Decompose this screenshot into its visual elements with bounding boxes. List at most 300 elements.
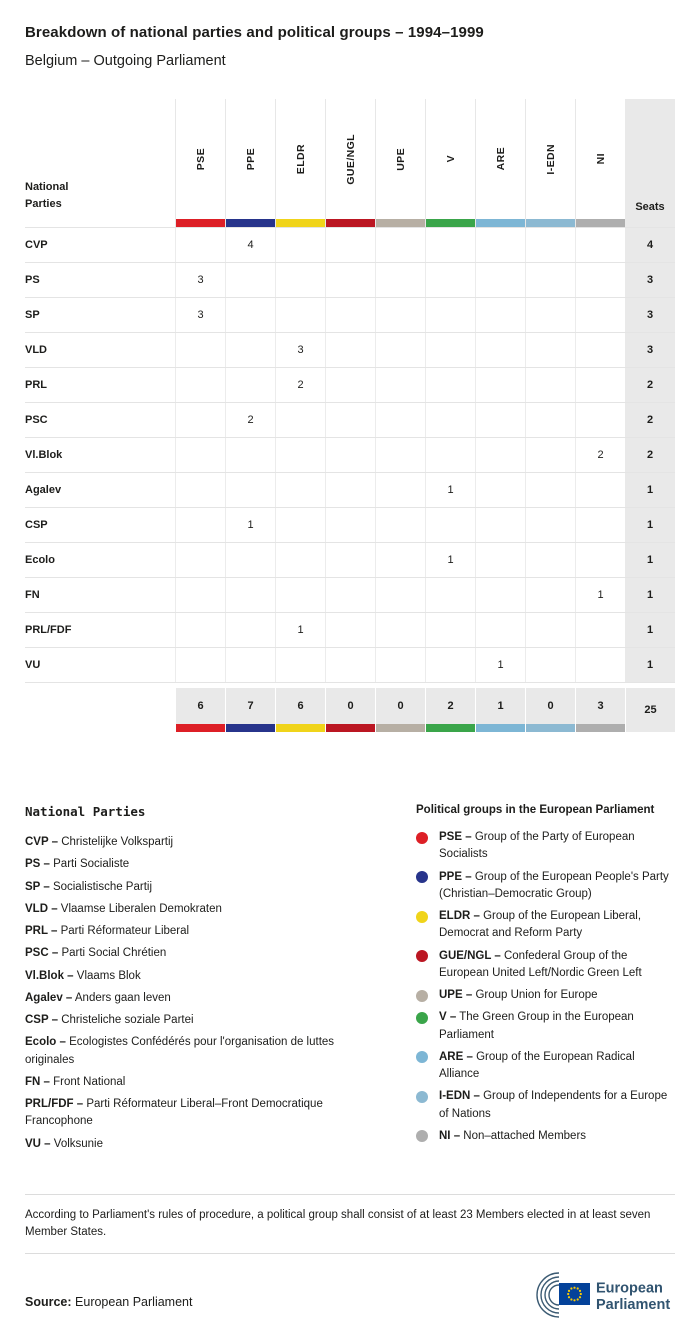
seat-cell-upe [375,508,425,542]
group-total-cell [375,688,425,732]
seat-cell-are [475,228,525,262]
seat-cell-iedn [525,648,575,682]
party-abbr: Ecolo – [25,1036,66,1049]
group-legend-item [416,908,675,943]
seat-cell-ni [575,648,625,682]
seat-cell-ni [575,543,625,577]
group-total-cell [425,688,475,732]
group-legend-item [416,987,675,1004]
group-column-header [525,99,575,227]
group-legend-item [416,1009,675,1044]
seat-cell-iedn [525,403,575,437]
seat-cell-upe [375,578,425,612]
group-color-bar [526,219,575,227]
legend-section [25,804,675,1158]
group-column-header [475,99,525,227]
row-total-seats: 2 [625,438,675,472]
seat-cell-are [475,298,525,332]
party-legend-item [25,901,380,918]
party-abbr: VLD – [25,902,58,915]
groups-legend-list [416,829,675,1145]
seat-cell-eldr [275,508,325,542]
party-name: Agalev [25,484,62,496]
group-color-dot [416,1091,428,1103]
seat-cell-iedn [525,298,575,332]
seat-cell-eldr [275,578,325,612]
seat-cell-ppe [225,543,275,577]
group-fullname: Group of Independents for a Europe of Nations [439,1090,668,1120]
seat-cell-v [425,648,475,682]
seat-cell-guengl [325,578,375,612]
group-label-wrap [576,99,625,219]
seat-cell-eldr [275,403,325,437]
group-label-wrap [426,99,475,219]
seat-cell-pse [175,473,225,507]
group-total-cell [225,688,275,732]
seat-cell-ni [575,228,625,262]
table-row [25,262,675,297]
seat-cell-pse [175,648,225,682]
party-fullname: Anders gaan leven [74,991,171,1004]
row-total-seats: 1 [625,473,675,507]
party-legend-item [25,990,380,1007]
divider-bottom [25,1253,675,1254]
table-row [25,367,675,402]
group-total-value: 0 [526,688,575,724]
party-abbr: CSP – [25,1014,59,1026]
hemicycle-arcs-icon [537,1273,559,1317]
group-abbr: I-EDN – [439,1090,480,1103]
seat-cell-guengl [325,473,375,507]
party-fullname: Front National [53,1075,126,1088]
seat-cell-upe [375,263,425,297]
party-name: PSC [25,414,48,426]
table-row [25,437,675,472]
seat-cell-upe [375,613,425,647]
seat-cell-are: 1 [475,648,525,682]
seat-cell-upe [375,648,425,682]
seat-cell-guengl [325,298,375,332]
totals-row [25,688,675,732]
group-color-bar [326,219,375,227]
row-header-label: National Parties [25,180,69,210]
parties-legend-list [25,834,380,1153]
group-label: ARE [494,147,507,171]
seat-cell-upe [375,403,425,437]
seat-cell-eldr: 2 [275,368,325,402]
party-fullname: Parti Socialiste [53,858,130,871]
party-fullname: Vlaams Blok [76,969,141,982]
seat-cell-iedn [525,438,575,472]
party-legend-item [25,968,380,985]
seat-cell-ni [575,403,625,437]
party-abbr: PRL/FDF – [25,1098,84,1110]
seat-cell-ppe [225,263,275,297]
group-total-value: 3 [576,688,625,724]
group-column-header [325,99,375,227]
party-abbr: PS – [25,858,50,871]
party-legend-item [25,1074,380,1091]
group-abbr: PSE – [439,831,472,843]
party-legend-item [25,1012,380,1029]
party-fullname: Parti Réformateur Liberal [60,925,190,937]
seat-cell-v [425,403,475,437]
seat-cell-v [425,613,475,647]
group-label-wrap [276,99,325,219]
group-color-bar [226,724,275,732]
seats-table [25,99,675,732]
party-name: PRL [25,379,47,391]
seat-cell-eldr [275,228,325,262]
group-color-bar [426,724,475,732]
party-name: PS [25,274,40,286]
totals-spacer [25,688,175,732]
national-parties-legend [25,804,380,1158]
group-label: PPE [244,147,257,171]
seat-cell-iedn [525,228,575,262]
source [25,1295,192,1318]
seat-cell-are [475,333,525,367]
divider-top [25,1194,675,1195]
group-abbr: GUE/NGL – [439,949,501,962]
seat-cell-are [475,578,525,612]
party-name: CSP [25,519,48,531]
seat-cell-are [475,473,525,507]
seat-cell-upe [375,368,425,402]
party-fullname: Parti Social Chrétien [61,947,167,960]
party-fullname: Christelijke Volkspartij [61,836,174,848]
grand-total-seats [625,688,675,732]
seat-cell-are [475,613,525,647]
group-total-value: 0 [326,688,375,724]
seat-cell-eldr [275,473,325,507]
seat-cell-ppe [225,298,275,332]
group-label-wrap [376,99,425,219]
eu-flag-icon [559,1283,590,1305]
seat-cell-are [475,368,525,402]
group-total-cell [475,688,525,732]
seat-cell-iedn [525,508,575,542]
group-total-value: 2 [426,688,475,724]
table-row [25,472,675,507]
seat-cell-upe [375,298,425,332]
party-fullname: Volksunie [53,1137,104,1150]
table-row [25,542,675,577]
group-color-bar [576,724,625,732]
logo-word-european: European [596,1280,663,1297]
seat-cell-ni [575,473,625,507]
page-title: Breakdown of national parties and political groups – 1994–1999 [25,24,484,41]
seat-cell-pse: 3 [175,298,225,332]
logo-word-parliament: Parliament [596,1297,671,1314]
group-color-bar [476,724,525,732]
seat-cell-ni [575,333,625,367]
group-legend-item [416,1088,675,1123]
table-row [25,647,675,682]
seat-cell-upe [375,438,425,472]
seat-cell-iedn [525,543,575,577]
group-total-cell [525,688,575,732]
seat-cell-eldr [275,543,325,577]
group-color-dot [416,1051,428,1063]
party-name: FN [25,589,40,601]
seat-cell-ppe [225,578,275,612]
seat-cell-are [475,508,525,542]
group-label: I-EDN [544,143,557,175]
seat-cell-ni: 1 [575,578,625,612]
party-legend-item [25,923,380,940]
seat-cell-pse [175,508,225,542]
seat-cell-eldr [275,648,325,682]
seat-cell-guengl [325,228,375,262]
table-row [25,402,675,437]
european-parliament-logo [507,1272,675,1318]
parties-legend-title: National Parties [25,804,146,819]
group-total-value: 1 [476,688,525,724]
party-abbr: PSC – [25,947,59,960]
seat-cell-ppe: 2 [225,403,275,437]
group-fullname: Group of the European Liberal, Democrat and Reform Party [439,910,642,940]
table-row [25,577,675,612]
group-column-header [575,99,625,227]
seat-cell-ppe [225,613,275,647]
group-label-wrap [526,99,575,219]
group-total-cell [175,688,225,732]
seat-cell-ni: 2 [575,438,625,472]
group-color-bar [376,219,425,227]
seat-cell-ni [575,613,625,647]
seat-cell-guengl [325,543,375,577]
seat-cell-v [425,438,475,472]
seat-cell-eldr: 3 [275,333,325,367]
row-total-seats: 4 [625,228,675,262]
seat-cell-ni [575,263,625,297]
group-fullname: Confederal Group of the European United Left/Nordic Green Left [439,949,642,979]
group-abbr: UPE – [439,989,473,1001]
group-color-bar [476,219,525,227]
seats-column-header [625,99,675,227]
party-name: Ecolo [25,554,55,566]
party-fullname: Christeliche soziale Partei [61,1014,194,1026]
groups-legend-title: Political groups in the European Parliament [416,804,655,816]
party-abbr: VU – [25,1137,51,1150]
seat-cell-upe [375,228,425,262]
seat-cell-ppe [225,438,275,472]
group-label-wrap [476,99,525,219]
group-column-header [175,99,225,227]
row-total-seats: 2 [625,403,675,437]
source-text: European Parliament [75,1295,193,1310]
group-label: ELDR [294,143,307,175]
row-total-seats: 1 [625,613,675,647]
seat-cell-pse [175,368,225,402]
party-legend-item [25,856,380,873]
group-legend-item [416,948,675,983]
seat-cell-ppe [225,473,275,507]
political-groups-legend [416,804,675,1158]
group-abbr: ARE – [439,1050,473,1063]
note-text: According to Parliament's rules of procedure, a political group shall consist of at least 23 Members elected in at least seven Member States. [25,1208,651,1238]
seat-cell-upe [375,333,425,367]
seat-cell-upe [375,543,425,577]
seat-cell-v [425,508,475,542]
party-name: VU [25,659,41,671]
party-fullname: Socialistische Partij [52,880,153,893]
group-fullname: Group of the European Radical Alliance [439,1050,635,1080]
seat-cell-guengl [325,613,375,647]
seat-cell-iedn [525,368,575,402]
group-color-dot [416,950,428,962]
group-color-bar [276,219,325,227]
seat-cell-v [425,263,475,297]
seat-cell-pse [175,333,225,367]
group-color-bar [376,724,425,732]
group-color-dot [416,1012,428,1024]
group-color-dot [416,1130,428,1142]
table-row [25,332,675,367]
group-abbr: PPE – [439,870,472,883]
seat-cell-pse [175,578,225,612]
seat-cell-ppe: 1 [225,508,275,542]
group-label: UPE [394,147,407,171]
group-color-bar [226,219,275,227]
seat-cell-iedn [525,263,575,297]
seat-cell-pse [175,228,225,262]
seat-cell-v [425,368,475,402]
group-column-header [275,99,325,227]
seat-cell-iedn [525,473,575,507]
row-total-seats: 1 [625,578,675,612]
group-legend-item [416,869,675,904]
group-column-header [225,99,275,227]
seat-cell-guengl [325,403,375,437]
party-legend-item [25,1136,380,1153]
seat-cell-iedn [525,613,575,647]
party-fullname: Ecologistes Confédérés pour l'organisation de luttes originales [25,1036,335,1066]
seat-cell-guengl [325,263,375,297]
party-name: Vl.Blok [25,449,63,461]
party-abbr: SP – [25,880,50,893]
ep-logo-svg [507,1272,675,1318]
seat-cell-are [475,438,525,472]
group-total-value: 7 [226,688,275,724]
group-color-dot [416,871,428,883]
seat-cell-guengl [325,648,375,682]
group-total-value: 6 [276,688,325,724]
group-color-bar [326,724,375,732]
seat-cell-v [425,578,475,612]
group-label: V [444,155,457,163]
party-legend-item [25,879,380,896]
page-subtitle: Belgium – Outgoing Parliament [25,53,226,69]
source-row [25,1272,675,1318]
group-color-bar [426,219,475,227]
group-legend-item [416,829,675,864]
seat-cell-pse [175,613,225,647]
seat-cell-ni [575,368,625,402]
party-name: VLD [25,344,47,356]
group-column-header [425,99,475,227]
group-total-cell [575,688,625,732]
seat-cell-eldr [275,263,325,297]
group-column-header [375,99,425,227]
seat-cell-pse: 3 [175,263,225,297]
group-label-wrap [176,99,225,219]
table-row [25,297,675,332]
seat-cell-eldr: 1 [275,613,325,647]
group-label: NI [594,153,607,165]
seat-cell-guengl [325,333,375,367]
seats-label: Seats [635,201,665,213]
group-total-cell [325,688,375,732]
party-legend-item [25,1096,380,1131]
row-total-seats: 3 [625,263,675,297]
party-name: PRL/FDF [25,624,72,636]
table-header-row [25,99,675,227]
row-total-seats: 1 [625,508,675,542]
seat-cell-v: 1 [425,543,475,577]
table-row [25,612,675,647]
row-total-seats: 1 [625,648,675,682]
seat-cell-upe [375,473,425,507]
group-color-dot [416,990,428,1002]
group-color-bar [576,219,625,227]
group-abbr: NI – [439,1129,461,1142]
party-abbr: Vl.Blok – [25,969,74,982]
group-fullname: Group Union for Europe [475,989,598,1001]
seat-cell-ppe [225,368,275,402]
seat-cell-eldr [275,298,325,332]
party-abbr: FN – [25,1075,50,1088]
group-total-value: 6 [176,688,225,724]
group-legend-item [416,1128,675,1145]
seat-cell-ni [575,508,625,542]
seat-cell-iedn [525,578,575,612]
group-label: GUE/NGL [344,133,357,185]
row-total-seats: 3 [625,333,675,367]
party-name: SP [25,309,40,321]
group-total-value: 0 [376,688,425,724]
row-total-seats: 1 [625,543,675,577]
seat-cell-ni [575,298,625,332]
party-name: CVP [25,239,48,251]
seat-cell-iedn [525,333,575,367]
party-fullname: Vlaamse Liberalen Demokraten [60,902,222,915]
seat-cell-pse [175,403,225,437]
seat-cell-guengl [325,508,375,542]
row-total-seats: 2 [625,368,675,402]
group-color-bar [276,724,325,732]
grand-total-value: 25 [644,704,657,716]
row-total-seats: 3 [625,298,675,332]
group-fullname: Non–attached Members [463,1129,587,1142]
group-fullname: Group of the European People's Party (Christian–Democratic Group) [439,870,669,900]
seat-cell-are [475,263,525,297]
party-legend-item [25,1034,380,1069]
seat-cell-ppe [225,333,275,367]
party-abbr: Agalev – [25,991,73,1004]
group-color-bar [176,219,225,227]
party-abbr: PRL – [25,925,58,937]
group-label-wrap [226,99,275,219]
seat-cell-pse [175,438,225,472]
seat-cell-eldr [275,438,325,472]
seat-cell-v [425,228,475,262]
seat-cell-guengl [325,438,375,472]
group-legend-item [416,1049,675,1084]
row-header-cell [25,99,175,227]
group-abbr: ELDR – [439,910,480,922]
